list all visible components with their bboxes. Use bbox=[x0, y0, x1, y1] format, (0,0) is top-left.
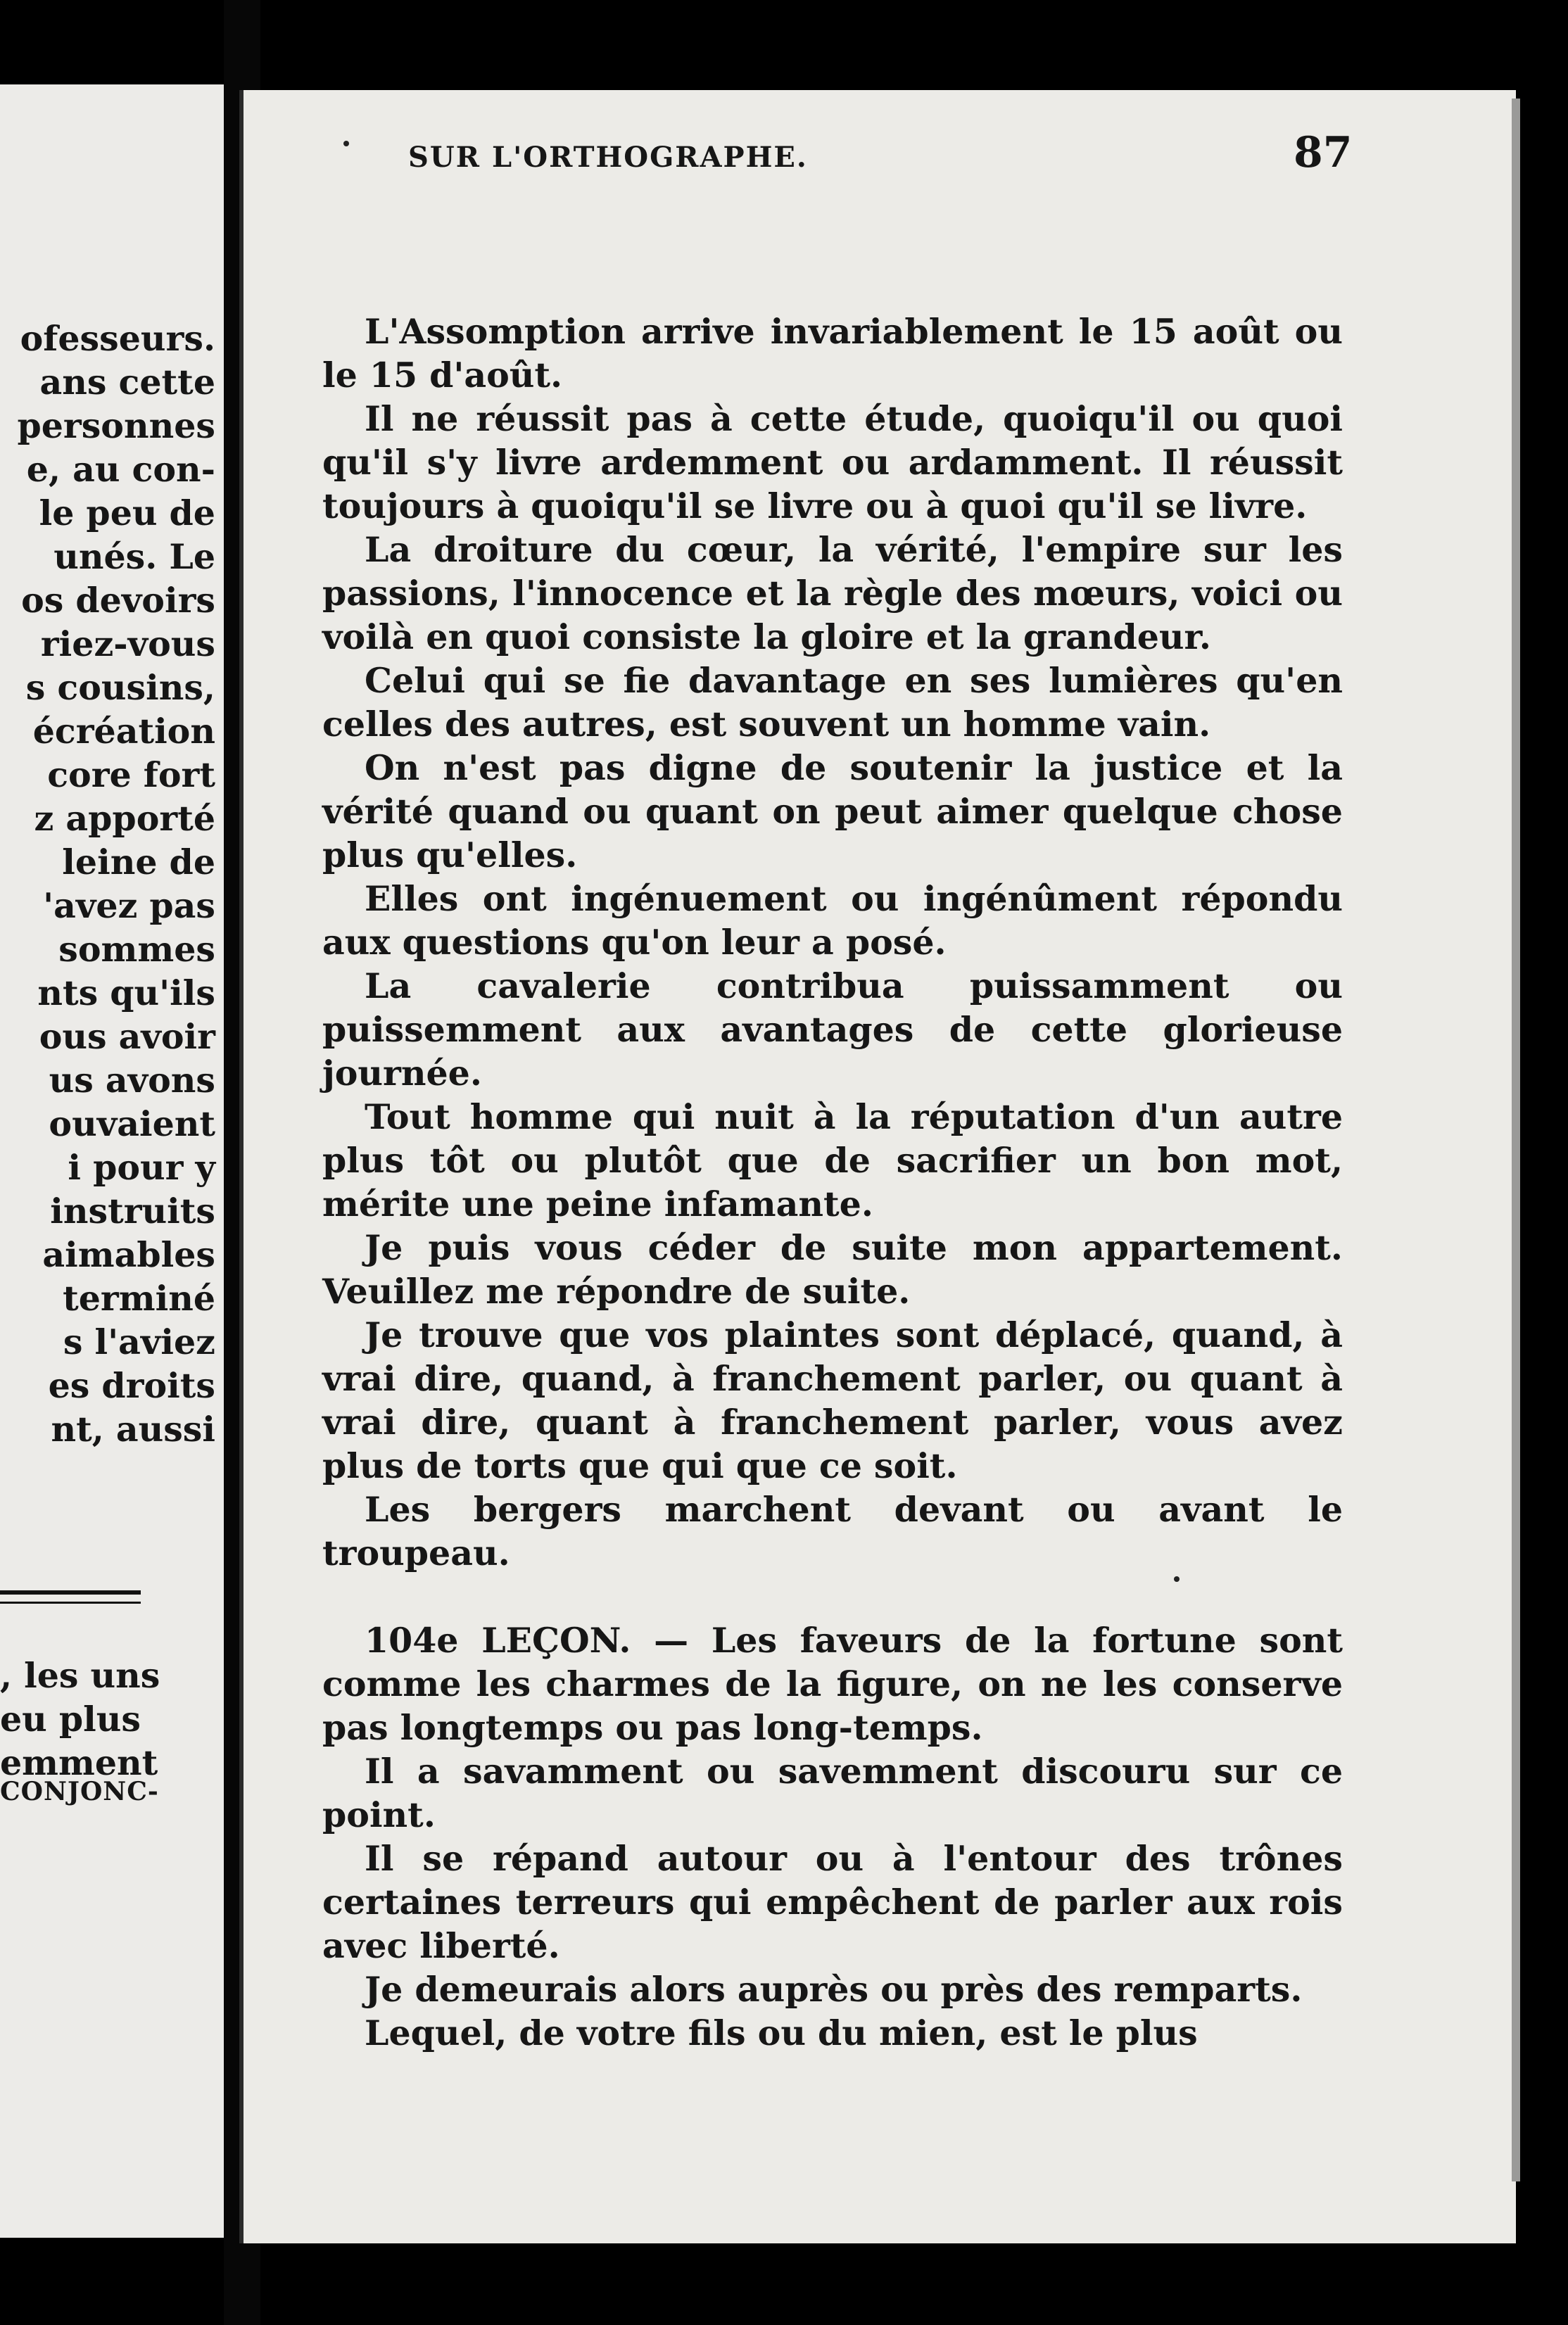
body-paragraph: Elles ont ingénuement ou ingénûment répondu aux questions qu'on leur a posé. bbox=[322, 878, 1343, 963]
lesson-paragraph: Lequel, de votre fils ou du mien, est le plus bbox=[365, 2013, 1198, 2053]
left-page-line: nts qu'ils bbox=[37, 973, 215, 1013]
lesson-title: LEÇON. bbox=[481, 1620, 631, 1661]
left-page-line: es droits bbox=[48, 1365, 215, 1406]
lesson-paragraph: Il a savamment ou savemment discouru sur ce point. bbox=[322, 1751, 1343, 1835]
body-paragraph: Celui qui se fie davantage en ses lumières qu'en celles des autres, est souvent un homme vain. bbox=[322, 660, 1343, 745]
left-page-line: aimables bbox=[42, 1234, 215, 1275]
left-page-heading: CONJONC- bbox=[0, 1777, 159, 1806]
left-page-line: ous avoir bbox=[39, 1016, 215, 1057]
body-paragraph: Il ne réussit pas à cette étude, quoiqu'il ou quoi qu'il s'y livre ardemment ou ardamment. Il réussit toujours à quoiqu'il se livre ou à quoi qu'il se livre. bbox=[322, 398, 1343, 526]
left-page bbox=[0, 84, 224, 2238]
left-page-line: leine de bbox=[62, 842, 215, 882]
left-page-rule bbox=[0, 1590, 141, 1595]
left-page-line: terminé bbox=[51, 1278, 215, 1319]
ink-speck bbox=[343, 141, 349, 146]
body-paragraph: La cavalerie contribua puissamment ou puissemment aux avantages de cette glorieuse journée. bbox=[322, 965, 1343, 1094]
left-page-line: instruits bbox=[38, 1191, 215, 1231]
left-page-line: , les uns bbox=[0, 1655, 160, 1696]
left-page-line: sommes bbox=[46, 929, 215, 970]
body-paragraph: Tout homme qui nuit à la réputation d'un autre plus tôt ou plutôt que de sacrifier un bon mot, mérite une peine infamante. bbox=[322, 1096, 1343, 1224]
page-edge bbox=[1512, 99, 1520, 2181]
body-paragraph: Je puis vous céder de suite mon appartement. Veuillez me répondre de suite. bbox=[322, 1227, 1343, 1312]
body-paragraph: Les bergers marchent devant ou avant le troupeau. bbox=[322, 1489, 1343, 1573]
lesson-paragraph-text: Les faveurs de la fortune sont comme les charmes de la figure, on ne les conserve pas longtemps ou pas long-temps. bbox=[322, 1620, 1343, 1748]
body-paragraph: On n'est pas digne de soutenir la justice et la vérité quand ou quant on peut aimer quelque chose plus qu'elles. bbox=[322, 747, 1343, 875]
lesson-paragraph: Il se répand autour ou à l'entour des trônes certaines terreurs qui empêchent de parler aux rois avec liberté. bbox=[322, 1838, 1343, 1966]
left-page-line: z apporté bbox=[34, 798, 215, 839]
left-page-line: i pour y bbox=[68, 1147, 215, 1188]
left-page-line: le peu de bbox=[39, 493, 215, 533]
lesson-paragraph: Je demeurais alors auprès ou près des remparts. bbox=[365, 1969, 1303, 2010]
left-page-line: core fort bbox=[47, 754, 215, 795]
left-page-line: unés. Le bbox=[53, 536, 215, 577]
left-page-line: riez-vous bbox=[40, 623, 215, 664]
body-paragraph: Je trouve que vos plaintes sont déplacé, quand, à vrai dire, quand, à franchement parler, ou quant à vrai dire, quant à franchement parler, vous avez plus de torts que qui que ce soit. bbox=[322, 1314, 1343, 1486]
left-page-lower-text bbox=[0, 1654, 160, 1785]
lesson-first-paragraph bbox=[322, 1618, 1343, 1749]
page-number: 87 bbox=[1294, 128, 1353, 177]
left-page-text bbox=[17, 317, 215, 1451]
lesson-section bbox=[322, 1618, 1343, 2055]
left-page-line: e, au con- bbox=[26, 449, 215, 490]
body-text bbox=[322, 310, 1343, 1575]
left-page-line: 'avez pas bbox=[43, 885, 215, 926]
lesson-number: 104e bbox=[365, 1620, 459, 1661]
running-head: SUR L'ORTHOGRAPHE. bbox=[408, 141, 808, 174]
left-page-rule-thin bbox=[0, 1602, 141, 1604]
left-page-line: ofesseurs. bbox=[20, 318, 215, 359]
left-page-line: us avons bbox=[49, 1060, 215, 1101]
left-page-line: eu plus bbox=[0, 1699, 141, 1740]
left-page-line: ans cette bbox=[39, 362, 215, 403]
left-page-line: personnes bbox=[17, 405, 215, 446]
lesson-dash: — bbox=[631, 1620, 712, 1661]
left-page-line: s l'aviez bbox=[63, 1322, 215, 1362]
left-page-line: emment bbox=[0, 1742, 158, 1783]
body-paragraph: La droiture du cœur, la vérité, l'empire sur les passions, l'innocence et la règle des mœurs, voici ou voilà en quoi consiste la gloire et la grandeur. bbox=[322, 529, 1343, 657]
ink-speck bbox=[1174, 1576, 1180, 1582]
left-page-line: ouvaient bbox=[49, 1103, 215, 1144]
left-page-line: écréation bbox=[32, 711, 215, 752]
left-page-line: s cousins, bbox=[25, 667, 215, 708]
left-page-line: nt, aussi bbox=[51, 1409, 215, 1450]
left-page-line: os devoirs bbox=[21, 580, 215, 621]
body-paragraph: L'Assomption arrive invariablement le 15 août ou le 15 d'août. bbox=[322, 311, 1343, 395]
